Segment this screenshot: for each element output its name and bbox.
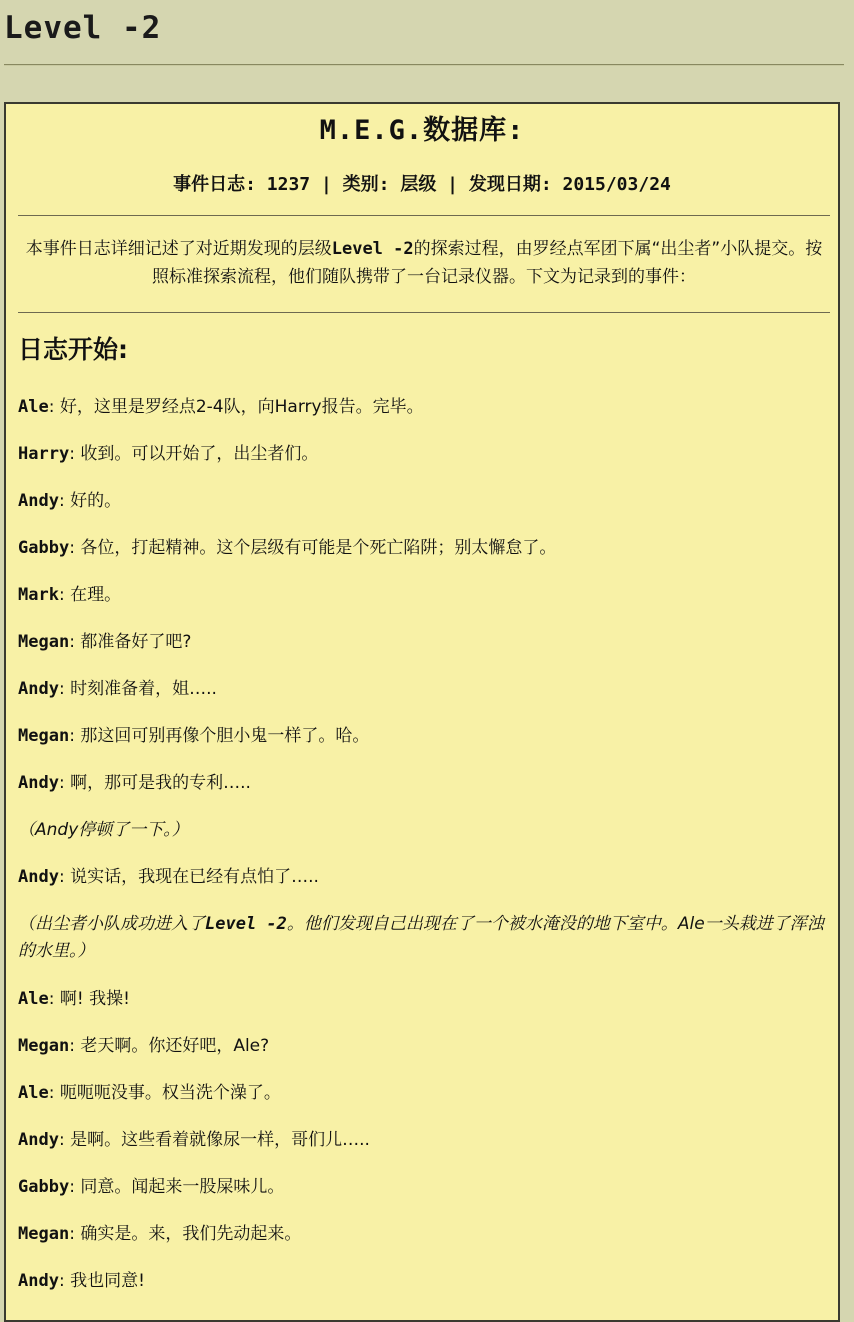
dialogue-text: 确实是。来，我们先动起来。 bbox=[80, 1224, 302, 1244]
separator: : bbox=[58, 1130, 71, 1150]
intro-level-name: Level -2 bbox=[331, 239, 414, 259]
dialogue-text: 那这回可别再像个胆小鬼一样了。哈。 bbox=[80, 726, 370, 746]
dialogue-text: 各位，打起精神。这个层级有可能是个死亡陷阱；别太懈怠了。 bbox=[80, 538, 557, 558]
log-line bbox=[18, 441, 830, 468]
separator: : bbox=[48, 989, 60, 1009]
database-title: M.E.G.数据库: bbox=[319, 115, 525, 146]
intro-paragraph bbox=[18, 235, 830, 291]
log-line bbox=[18, 1033, 830, 1060]
log-line bbox=[18, 394, 830, 421]
speaker-name: Andy bbox=[18, 491, 59, 511]
speaker-name: Andy bbox=[18, 867, 59, 887]
separator: : bbox=[69, 538, 81, 558]
separator: : bbox=[58, 585, 71, 605]
dialogue-text: 是啊。这些看着就像尿一样，哥们儿….. bbox=[70, 1130, 370, 1150]
separator: : bbox=[58, 867, 71, 887]
log-start-heading: 日志开始: bbox=[18, 335, 128, 364]
separator: : bbox=[69, 632, 81, 652]
speaker-name: Mark bbox=[18, 585, 59, 605]
dialogue-text: 同意。闻起来一股屎味儿。 bbox=[80, 1177, 285, 1197]
speaker-name: Megan bbox=[18, 726, 70, 746]
dialogue-text: 呃呃呃没事。权当洗个澡了。 bbox=[59, 1083, 281, 1103]
stage-direction: （Andy停顿了一下。） bbox=[18, 820, 189, 840]
log-line bbox=[18, 1221, 830, 1248]
log-line bbox=[18, 986, 830, 1013]
dialogue-text: 在理。 bbox=[70, 585, 122, 605]
log-line bbox=[18, 676, 830, 703]
speaker-name: Ale bbox=[18, 989, 49, 1009]
log-line bbox=[18, 488, 830, 515]
log-line bbox=[18, 1174, 830, 1201]
stage-text-before: （出尘者小队成功进入了 bbox=[18, 914, 205, 934]
log-line bbox=[18, 535, 830, 562]
separator: : bbox=[69, 1177, 81, 1197]
separator: : bbox=[58, 773, 71, 793]
log-line bbox=[18, 1127, 830, 1154]
log-line bbox=[18, 864, 830, 891]
speaker-name: Megan bbox=[18, 1036, 70, 1056]
separator: : bbox=[58, 491, 71, 511]
divider bbox=[18, 312, 830, 313]
separator: : bbox=[58, 1271, 71, 1291]
separator: : bbox=[69, 726, 81, 746]
speaker-name: Gabby bbox=[18, 1177, 70, 1197]
log-line bbox=[18, 629, 830, 656]
page-title: Level -2 bbox=[4, 10, 162, 46]
speaker-name: Ale bbox=[18, 1083, 49, 1103]
event-log-meta: 事件日志: 1237 | 类别: 层级 | 发现日期: 2015/03/24 bbox=[173, 174, 671, 195]
intro-text-before: 本事件日志详细记述了对近期发现的层级 bbox=[25, 239, 332, 259]
speaker-name: Andy bbox=[18, 773, 59, 793]
title-divider bbox=[4, 64, 844, 66]
log-line bbox=[18, 1080, 830, 1107]
dialogue-text: 都准备好了吧? bbox=[80, 632, 192, 652]
separator: : bbox=[48, 397, 60, 417]
separator: : bbox=[69, 1036, 81, 1056]
speaker-name: Megan bbox=[18, 1224, 70, 1244]
log-line bbox=[18, 770, 830, 797]
speaker-name: Andy bbox=[18, 1130, 59, 1150]
log-line bbox=[18, 582, 830, 609]
dialogue-text: 老天啊。你还好吧，Ale? bbox=[80, 1036, 270, 1056]
speaker-name: Ale bbox=[18, 397, 49, 417]
log-line bbox=[18, 723, 830, 750]
dialogue-text: 好，这里是罗经点2-4队，向Harry报告。完毕。 bbox=[59, 397, 424, 417]
separator: : bbox=[58, 679, 71, 699]
dialogue-text: 好的。 bbox=[70, 491, 122, 511]
speaker-name: Megan bbox=[18, 632, 70, 652]
stage-text-after: 。他们发现自己出现在了一个被水淹没的地下室中。Ale一头栽进了浑浊的水里。） bbox=[18, 914, 824, 961]
divider bbox=[18, 215, 830, 216]
dialogue-text: 啊! 我操! bbox=[59, 989, 130, 1009]
intro-text-after: 的探索过程，由罗经点军团下属“出尘者”小队提交。按照标准探索流程，他们随队携带了一台记录仪器。下文为记录到的事件： bbox=[152, 239, 823, 287]
stage-level-name: Level -2 bbox=[205, 914, 287, 934]
separator: : bbox=[69, 444, 81, 464]
speaker-name: Harry bbox=[18, 444, 70, 464]
speaker-name: Andy bbox=[18, 679, 59, 699]
dialogue-text: 我也同意! bbox=[70, 1271, 145, 1291]
speaker-name: Gabby bbox=[18, 538, 70, 558]
separator: : bbox=[69, 1224, 81, 1244]
stage-direction bbox=[18, 911, 830, 965]
dialogue-text: 收到。可以开始了，出尘者们。 bbox=[80, 444, 319, 464]
dialogue-text: 时刻准备着，姐….. bbox=[70, 679, 217, 699]
separator: : bbox=[48, 1083, 60, 1103]
dialogue-text: 啊，那可是我的专利….. bbox=[70, 773, 251, 793]
speaker-name: Andy bbox=[18, 1271, 59, 1291]
log-line bbox=[18, 1268, 830, 1295]
dialogue-text: 说实话，我现在已经有点怕了….. bbox=[70, 867, 319, 887]
meg-database-panel bbox=[4, 102, 840, 1322]
